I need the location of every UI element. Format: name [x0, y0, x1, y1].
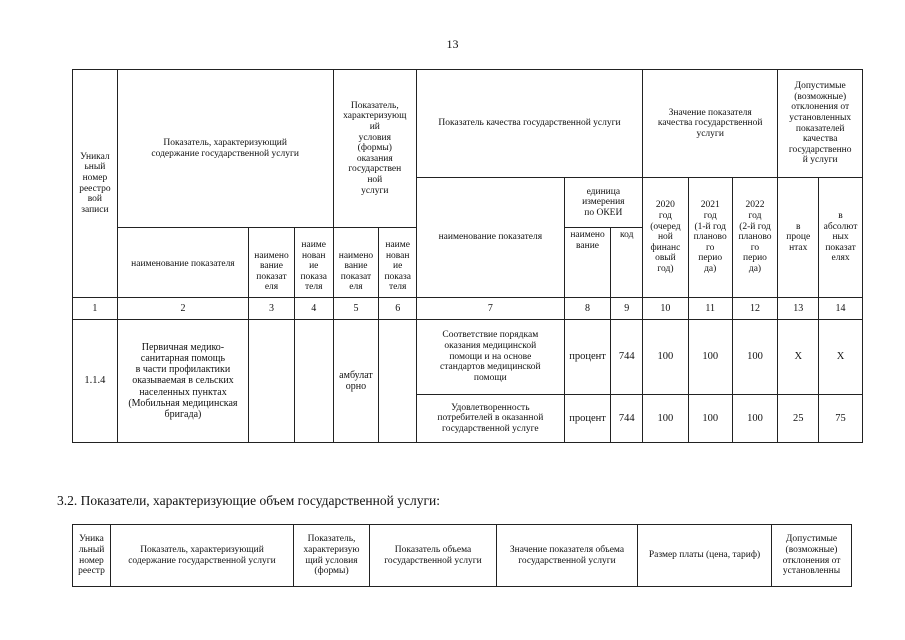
- header-year-2022: 2022 год (2-й год планово го перио да): [732, 178, 778, 298]
- column-number: 10: [643, 298, 689, 320]
- column-number: 12: [732, 298, 778, 320]
- quality-indicator-name: Соответствие порядкам оказания медицинской помощи и на основе стандартов медицинской помощи: [417, 320, 565, 395]
- header-deviation-absolute: в абсолют ных показат елях: [819, 178, 863, 298]
- empty-cell: [294, 320, 333, 443]
- column-number: 7: [417, 298, 565, 320]
- volume-indicators-table: [72, 524, 852, 587]
- value-2020: 100: [643, 395, 689, 443]
- column-number: 3: [249, 298, 295, 320]
- quality-indicator-name: Удовлетворенность потребителей в оказанной государственной услуге: [417, 395, 565, 443]
- header-unit-code: код: [611, 228, 643, 298]
- header-content-indicator: Показатель, характеризующий содержание государственной услуги: [117, 70, 333, 228]
- header-indicator-name: наименование показателя: [417, 178, 565, 298]
- empty-cell: [249, 320, 295, 443]
- header-conditions-indicator: Показатель, характеризующ ий условия (формы) оказания государствен ной услуги: [333, 70, 416, 228]
- header-volume-value: Значение показателя объема государственной услуги: [497, 525, 638, 587]
- header-unit-okei: единица измерения по ОКЕИ: [564, 178, 642, 228]
- header-quality-indicator: Показатель качества государственной услуги: [417, 70, 643, 178]
- service-content: Первичная медико- санитарная помощь в части профилактики оказываемая в сельских населенных пунктах (Мобильная медицинская бригада): [117, 320, 248, 443]
- registry-number: 1.1.4: [73, 320, 118, 443]
- header-content-indicator: Показатель, характеризующий содержание государственной услуги: [111, 525, 294, 587]
- header-unique-number: Уника льный номер реестр: [73, 525, 111, 587]
- header-unit-name: наимено вание: [564, 228, 611, 298]
- value-2022: 100: [732, 395, 778, 443]
- header-allowed-deviation: Допустимые (возможные) отклонения от установленных показателей качества государственно й услуги: [778, 70, 863, 178]
- header-quality-value: Значение показателя качества государственной услуги: [643, 70, 778, 178]
- page-number: 13: [446, 37, 459, 51]
- header-name-col6: наиме нован ие показа теля: [379, 228, 417, 298]
- header-deviation-percent: в проце нтах: [778, 178, 819, 298]
- column-number-row: [73, 298, 863, 320]
- column-number: 8: [564, 298, 611, 320]
- value-2020: 100: [643, 320, 689, 395]
- value-2021: 100: [688, 395, 732, 443]
- table-row: [73, 320, 863, 395]
- deviation-absolute: 75: [819, 395, 863, 443]
- column-number: 5: [333, 298, 379, 320]
- column-number: 14: [819, 298, 863, 320]
- deviation-percent: 25: [778, 395, 819, 443]
- deviation-absolute: X: [819, 320, 863, 395]
- column-number: 1: [73, 298, 118, 320]
- column-number: 13: [778, 298, 819, 320]
- header-fee: Размер платы (цена, тариф): [638, 525, 772, 587]
- quality-indicators-table: [72, 69, 863, 443]
- header-name-col3: наимено вание показат еля: [249, 228, 295, 298]
- header-name-col4: наиме нован ие показа теля: [294, 228, 333, 298]
- column-number: 4: [294, 298, 333, 320]
- column-number: 9: [611, 298, 643, 320]
- header-year-2020: 2020 год (очеред ной финанс овый год): [643, 178, 689, 298]
- section-title: 3.2. Показатели, характеризующие объем государственной услуги:: [57, 493, 440, 508]
- unit-name: процент: [564, 395, 611, 443]
- header-content-name: наименование показателя: [117, 228, 248, 298]
- value-2022: 100: [732, 320, 778, 395]
- deviation-percent: X: [778, 320, 819, 395]
- unit-code: 744: [611, 395, 643, 443]
- header-name-col5: наимено вание показат еля: [333, 228, 379, 298]
- value-2021: 100: [688, 320, 732, 395]
- column-number: 11: [688, 298, 732, 320]
- header-conditions-indicator: Показатель, характеризую щий условия (формы): [294, 525, 370, 587]
- unit-name: процент: [564, 320, 611, 395]
- unit-code: 744: [611, 320, 643, 395]
- service-condition: амбулат орно: [333, 320, 379, 443]
- column-number: 6: [379, 298, 417, 320]
- header-volume-indicator: Показатель объема государственной услуги: [370, 525, 497, 587]
- header-year-2021: 2021 год (1-й год планово го перио да): [688, 178, 732, 298]
- empty-cell: [379, 320, 417, 443]
- column-number: 2: [117, 298, 248, 320]
- header-unique-number: Уникал ьный номер реестро вой записи: [73, 70, 118, 298]
- header-allowed-deviation: Допустимые (возможные) отклонения от установленны: [772, 525, 852, 587]
